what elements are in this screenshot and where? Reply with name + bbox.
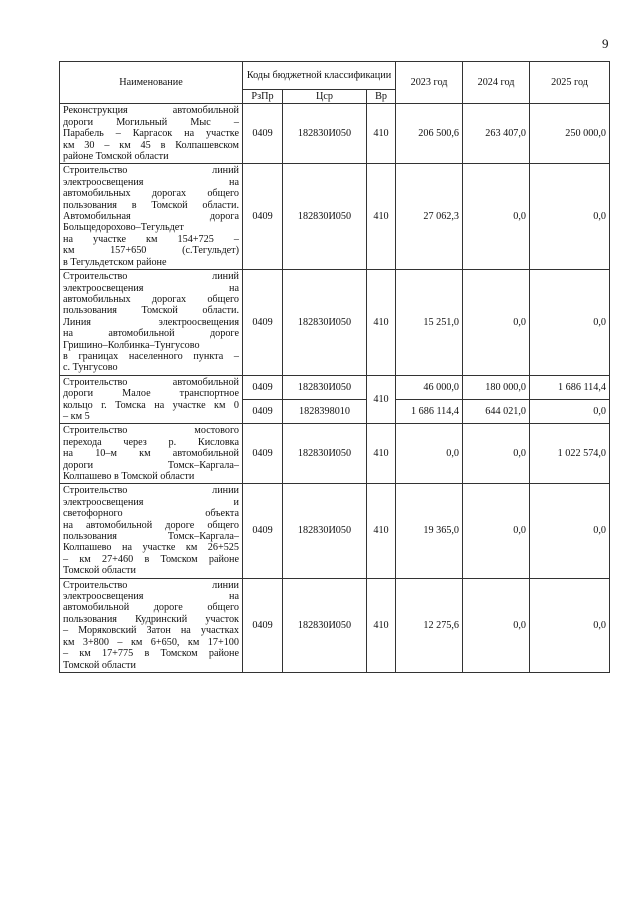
cell-2023: 46 000,0 <box>396 375 463 399</box>
header-2023: 2023 год <box>396 62 463 104</box>
row-name <box>60 578 243 672</box>
header-codes: Коды бюджетной классификации <box>243 62 396 90</box>
row-name-line: электроосвещения на <box>63 282 239 294</box>
cell-csr: 182830И050 <box>283 375 367 399</box>
row-name-line: Колпашево на участке км 26+525 <box>63 542 239 554</box>
cell-rzpr: 0409 <box>243 164 283 270</box>
row-name-line: на автомобильной дороге <box>63 328 239 340</box>
row-name-line: – Моряковский Затон на участках <box>63 625 239 637</box>
row-name-line: в Тегульдетском районе <box>63 256 167 268</box>
row-name-line: Строительство линии <box>63 485 239 497</box>
row-name-line: Больщедорохово–Тегульдет <box>63 222 184 234</box>
table-row <box>60 270 610 376</box>
cell-2024: 0,0 <box>463 270 530 376</box>
row-name-line: Реконструкция автомобильной <box>63 105 239 117</box>
row-name-line: пользования Кудринский участок <box>63 613 239 625</box>
cell-2023: 15 251,0 <box>396 270 463 376</box>
row-name-line: электроосвещения и <box>63 496 239 508</box>
row-name-line: Автомобильная дорога <box>63 211 239 223</box>
cell-2025: 0,0 <box>530 578 610 672</box>
row-name-line: на 10–м км автомобильной <box>63 448 239 460</box>
cell-vr: 410 <box>367 104 396 164</box>
row-name-line: Томской области <box>63 659 136 671</box>
cell-2025: 0,0 <box>530 270 610 376</box>
row-name-line: Парабель – Каргасок на участке <box>63 128 239 140</box>
cell-2024: 0,0 <box>463 578 530 672</box>
cell-csr: 182830И050 <box>283 164 367 270</box>
cell-vr: 410 <box>367 375 396 424</box>
row-name-line: Гришино–Колбинка–Тунгусово <box>63 339 200 351</box>
row-name-line: Строительство мостового <box>63 425 239 437</box>
cell-2024: 0,0 <box>463 424 530 484</box>
row-name <box>60 375 243 424</box>
cell-2025: 250 000,0 <box>530 104 610 164</box>
cell-2025: 0,0 <box>530 484 610 578</box>
row-name-line: – км 5 <box>63 410 90 422</box>
cell-rzpr: 0409 <box>243 484 283 578</box>
cell-rzpr: 0409 <box>243 578 283 672</box>
cell-csr: 182830И050 <box>283 578 367 672</box>
row-name <box>60 270 243 376</box>
cell-2023: 27 062,3 <box>396 164 463 270</box>
cell-2025: 0,0 <box>530 164 610 270</box>
row-name-line: дороги Малое транспортное <box>63 388 239 400</box>
cell-vr: 410 <box>367 424 396 484</box>
row-name-line: Линия электроосвещения <box>63 316 239 328</box>
row-name-line: дороги Могильный Мыс – <box>63 116 239 128</box>
cell-2025: 1 022 574,0 <box>530 424 610 484</box>
cell-2023: 206 500,6 <box>396 104 463 164</box>
cell-vr: 410 <box>367 270 396 376</box>
cell-vr: 410 <box>367 578 396 672</box>
row-name <box>60 484 243 578</box>
row-name-line: на автомобильной дороге общего <box>63 519 239 531</box>
row-name-line: с. Тунгусово <box>63 362 118 374</box>
table-row <box>60 104 610 164</box>
row-name-line: районе Томской области <box>63 151 169 163</box>
row-name-line: км 157+650 (с.Тегульдет) <box>63 245 239 257</box>
row-name-line: пользования Томск–Каргала– <box>63 531 239 543</box>
cell-csr: 1828398010 <box>283 400 367 424</box>
row-name-line: автомобильных дорогах общего <box>63 188 239 200</box>
cell-csr: 182830И050 <box>283 104 367 164</box>
cell-csr: 182830И050 <box>283 270 367 376</box>
row-name-line: – км 17+775 в Томском районе <box>63 648 239 660</box>
budget-table <box>59 61 610 673</box>
header-vr: Вр <box>367 90 396 104</box>
header-2024: 2024 год <box>463 62 530 104</box>
row-name-line: км 30 – км 45 в Колпашевском <box>63 139 239 151</box>
row-name-line: км 3+800 – км 6+650, км 17+100 <box>63 636 239 648</box>
cell-vr: 410 <box>367 484 396 578</box>
table-row <box>60 484 610 578</box>
cell-2024: 0,0 <box>463 484 530 578</box>
row-name-line: Колпашево в Томской области <box>63 471 195 482</box>
header-name: Наименование <box>60 62 243 104</box>
row-name-line: Строительство линий <box>63 165 239 177</box>
table-row <box>60 375 610 399</box>
row-name <box>60 104 243 164</box>
table-row <box>60 578 610 672</box>
cell-2024: 180 000,0 <box>463 375 530 399</box>
row-name-line: пользования Томской области. <box>63 305 239 317</box>
cell-2025: 1 686 114,4 <box>530 375 610 399</box>
cell-2023: 12 275,6 <box>396 578 463 672</box>
header-rzpr: РзПр <box>243 90 283 104</box>
row-name-line: Строительство линий <box>63 271 239 283</box>
row-name-line: – км 27+460 в Томском районе <box>63 553 239 565</box>
row-name-line: в границах населенного пункта – <box>63 350 239 362</box>
table-row <box>60 424 610 484</box>
row-name-line: дороги Томск–Каргала– <box>63 459 239 471</box>
row-name-line: светофорного объекта <box>63 508 239 520</box>
cell-rzpr: 0409 <box>243 375 283 399</box>
row-name <box>60 424 243 484</box>
table-body <box>60 104 610 673</box>
row-name-line: пользования в Томской области. <box>63 199 239 211</box>
cell-rzpr: 0409 <box>243 400 283 424</box>
cell-2025: 0,0 <box>530 400 610 424</box>
cell-csr: 182830И050 <box>283 484 367 578</box>
row-name-line: электроосвещения на <box>63 176 239 188</box>
cell-2023: 1 686 114,4 <box>396 400 463 424</box>
row-name-line: кольцо г. Томска на участке км 0 <box>63 399 239 411</box>
cell-2024: 263 407,0 <box>463 104 530 164</box>
row-name-line: автомобильной дороге общего <box>63 602 239 614</box>
cell-2024: 0,0 <box>463 164 530 270</box>
cell-rzpr: 0409 <box>243 424 283 484</box>
row-name <box>60 164 243 270</box>
row-name-line: перехода через р. Кисловка <box>63 436 239 448</box>
table-row <box>60 164 610 270</box>
header-csr: Цср <box>283 90 367 104</box>
row-name-line: электроосвещения на <box>63 591 239 603</box>
cell-2024: 644 021,0 <box>463 400 530 424</box>
row-name-line: автомобильных дорогах общего <box>63 293 239 305</box>
row-name-line: на участке км 154+725 – <box>63 233 239 245</box>
table-header <box>60 62 610 104</box>
cell-rzpr: 0409 <box>243 104 283 164</box>
page-number: 9 <box>602 36 609 51</box>
cell-vr: 410 <box>367 164 396 270</box>
cell-rzpr: 0409 <box>243 270 283 376</box>
row-name-line: Строительство автомобильной <box>63 376 239 388</box>
cell-2023: 19 365,0 <box>396 484 463 578</box>
cell-2023: 0,0 <box>396 424 463 484</box>
row-name-line: Строительство линии <box>63 579 239 591</box>
row-name-line: Томской области <box>63 565 136 577</box>
header-2025: 2025 год <box>530 62 610 104</box>
cell-csr: 182830И050 <box>283 424 367 484</box>
